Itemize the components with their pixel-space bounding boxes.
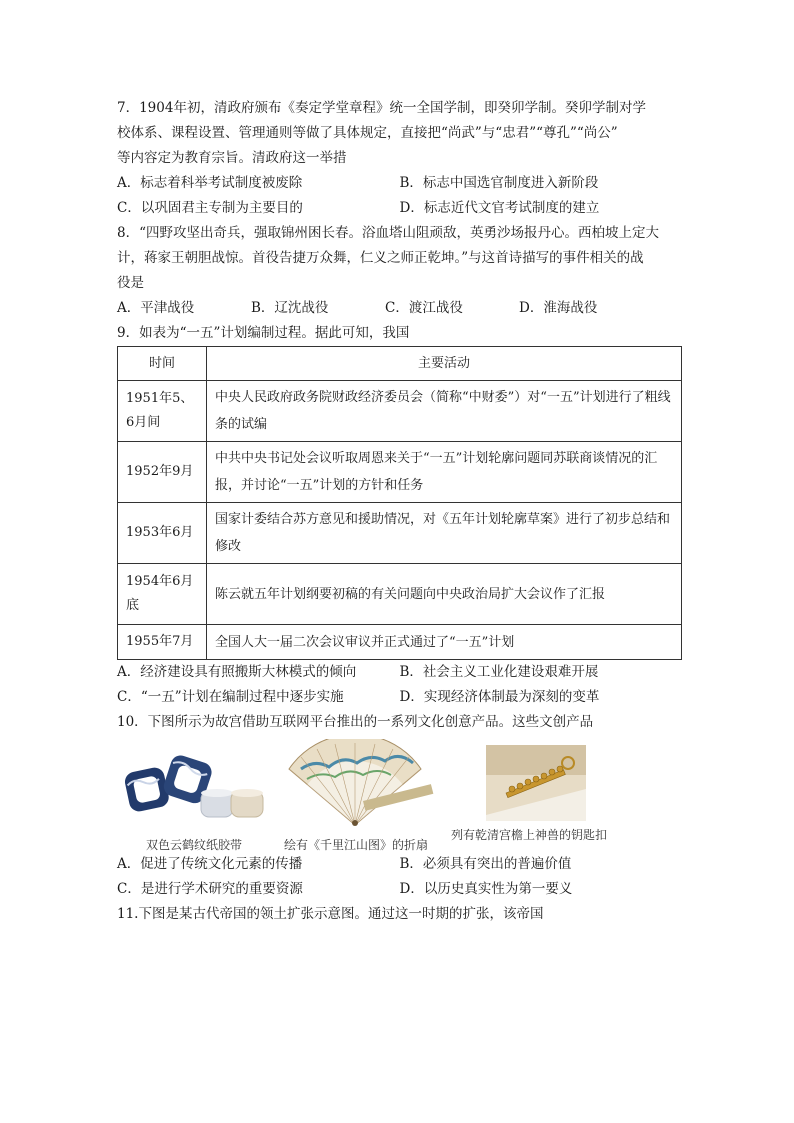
q9-option-b[interactable]: B．社会主义工业化建设艰难开展 [399,664,599,680]
q8-stem-line-2: 计，蒋家王朝胆战惊。首役告捷万众舞，仁义之师正乾坤。”与这首诗描写的事件相关的战 [117,250,644,266]
question-7 [117,96,682,221]
q7-options-row-1 [117,171,682,196]
q7-stem-line-2: 校体系、课程设置、管理通则等做了具体规定，直接把“尚武”与“忠君”“尊孔”“尚公” [117,125,618,141]
q8-option-a[interactable]: A．平津战役 [117,300,195,316]
q8-stem-line-3: 役是 [117,275,144,291]
tape-figure [119,739,269,853]
q7-options-row-2 [117,196,682,221]
product-images [117,739,682,852]
q9-option-a[interactable]: A．经济建设具有照搬斯大林模式的倾向 [117,664,357,680]
q8-stem-line-1: 8．“四野攻坚出奇兵，强取锦州困长春。浴血塔山阻顽敌，英勇沙场报丹心。西柏坡上定大 [117,225,659,241]
table-cell-time: 1952年9月 [118,442,207,503]
question-8 [117,221,682,321]
table-cell-time: 1955年7月 [118,625,207,660]
keychain-image [486,745,586,821]
table-cell-activity: 国家计委结合苏方意见和援助情况，对《五年计划轮廓草案》进行了初步总结和修改 [207,503,682,564]
q8-option-c[interactable]: C．渡江战役 [385,300,463,316]
q9-stem: 9．如表为“一五”计划编制过程。据此可知，我国 [117,325,410,341]
question-11 [117,902,682,927]
table-cell-time: 1953年6月 [118,503,207,564]
table-row [118,381,682,442]
q9-options-row-2 [117,685,682,710]
q10-stem: 10．下图所示为故宫借助互联网平台推出的一系列文化创意产品。这些文创产品 [117,714,594,730]
table-row [118,503,682,564]
q7-option-c[interactable]: C．以巩固君主专制为主要目的 [117,200,303,216]
q10-options-row-2 [117,877,682,902]
table-cell-time: 1954年6月底 [118,564,207,625]
q7-stem-line-1: 7．1904年初，清政府颁布《奏定学堂章程》统一全国学制，即癸卯学制。癸卯学制对学 [117,100,646,116]
table-cell-activity: 中央人民政府政务院财政经济委员会（简称“中财委”）对“一五”计划进行了粗线条的试编 [207,381,682,442]
table-row [118,564,682,625]
keychain-figure [451,739,611,843]
q10-option-c[interactable]: C．是进行学术研究的重要资源 [117,881,303,897]
q7-option-a[interactable]: A．标志着科举考试制度被废除 [117,175,303,191]
table-cell-activity: 陈云就五年计划纲要初稿的有关问题向中央政治局扩大会议作了汇报 [207,564,682,625]
table-cell-activity: 全国人大一届二次会议审议并正式通过了“一五”计划 [207,625,682,660]
question-9 [117,321,682,710]
q7-stem-line-3: 等内容定为教育宗旨。清政府这一举措 [117,150,347,166]
table-row [118,625,682,660]
q8-option-b[interactable]: B．辽沈战役 [251,300,329,316]
q10-option-d[interactable]: D．以历史真实性为第一要义 [399,881,573,897]
table-header-row [118,347,682,381]
table-header-time: 时间 [118,347,207,381]
q11-stem: 11.下图是某古代帝国的领土扩张示意图。通过这一时期的扩张，该帝国 [117,906,544,922]
fan-caption: 绘有《千里江山图》的折扇 [283,838,428,852]
q10-options-row-1 [117,852,682,877]
exam-page [117,96,682,927]
q10-option-b[interactable]: B．必须具有突出的普遍价值 [399,856,572,872]
fan-figure [271,739,441,853]
q8-option-d[interactable]: D．淮海战役 [519,300,598,316]
q9-option-c[interactable]: C．“一五”计划在编制过程中逐步实施 [117,689,344,705]
q8-options-row [117,296,682,321]
five-year-plan-table [117,346,682,660]
folding-fan-image [271,739,441,831]
q7-option-d[interactable]: D．标志近代文官考试制度的建立 [399,200,600,216]
question-10 [117,710,682,902]
q7-option-b[interactable]: B．标志中国选官制度进入新阶段 [399,175,599,191]
q9-options-row-1 [117,660,682,685]
washi-tape-image [119,739,269,831]
q9-option-d[interactable]: D．实现经济体制最为深刻的变革 [399,689,600,705]
table-header-activity: 主要活动 [207,347,682,381]
table-row [118,442,682,503]
tape-caption: 双色云鹤纹纸胶带 [145,838,242,852]
q10-option-a[interactable]: A．促进了传统文化元素的传播 [117,856,303,872]
keychain-caption: 列有乾清宫檐上神兽的钥匙扣 [451,828,608,842]
table-cell-activity: 中共中央书记处会议听取周恩来关于“一五”计划轮廓问题同苏联商谈情况的汇报，并讨论“一五”计划的方针和任务 [207,442,682,503]
table-cell-time: 1951年5、6月间 [118,381,207,442]
